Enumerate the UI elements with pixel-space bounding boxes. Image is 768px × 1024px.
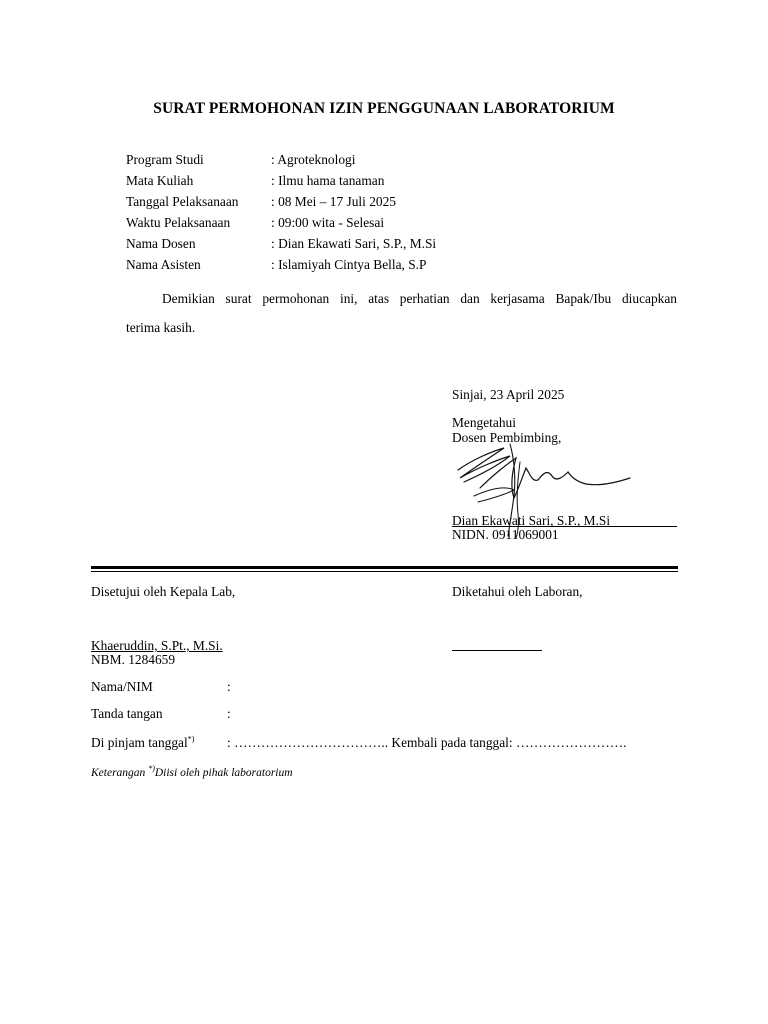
pinjam-label-text: Di pinjam tanggal	[91, 735, 188, 750]
footnote-label: Keterangan	[91, 767, 149, 779]
closing-paragraph-line2: terima kasih.	[126, 320, 196, 335]
info-row-tanggal	[126, 194, 436, 215]
head-lab-name: Khaeruddin, S.Pt., M.Si.	[91, 638, 223, 653]
info-value: : Dian Ekawati Sari, S.P., M.Si	[271, 236, 437, 251]
nama-nim-label: Nama/NIM	[91, 679, 153, 694]
head-lab-label: Disetujui oleh Kepala Lab,	[91, 584, 236, 599]
nama-nim-colon: :	[227, 679, 231, 694]
place-date: Sinjai, 23 April 2025	[452, 387, 565, 402]
tanda-tangan-label: Tanda tangan	[91, 706, 163, 721]
pinjam-label	[91, 735, 194, 751]
info-value: : Islamiyah Cintya Bella, S.P	[271, 257, 427, 272]
footnote-mark: *)	[148, 764, 155, 774]
info-row-program-studi	[126, 152, 436, 173]
info-value: : 09:00 wita - Selesai	[271, 215, 385, 230]
info-label: Waktu Pelaksanaan	[126, 215, 231, 230]
pinjam-kembali-value: : …………………………….. Kembali pada tanggal: …………………….	[227, 735, 627, 750]
head-lab-nbm: NBM. 1284659	[91, 652, 176, 667]
advisor-name: Dian Ekawati Sari, S.P., M.Si	[452, 513, 611, 528]
pinjam-footnote-mark: *)	[187, 734, 195, 744]
info-label: Mata Kuliah	[126, 173, 194, 188]
info-row-asisten	[126, 257, 436, 278]
info-label: Nama Asisten	[126, 257, 201, 272]
info-label: Program Studi	[126, 152, 204, 167]
document-title: SURAT PERMOHONAN IZIN PENGGUNAAN LABORATORIUM	[153, 100, 615, 117]
info-value: : Agroteknologi	[271, 152, 356, 167]
info-label: Nama Dosen	[126, 236, 196, 251]
footnote-text: Diisi oleh pihak laboratorium	[154, 767, 293, 779]
info-row-dosen	[126, 236, 436, 257]
laboran-signature-line	[452, 650, 542, 651]
knowing-label: Mengetahui	[452, 415, 516, 430]
info-row-mata-kuliah	[126, 173, 436, 194]
closing-paragraph-line1: Demikian surat permohonan ini, atas perhatian dan kerjasama Bapak/Ibu diucapkan	[162, 291, 677, 306]
tanda-tangan-colon: :	[227, 706, 231, 721]
info-table	[126, 152, 436, 278]
advisor-role: Dosen Pembimbing,	[452, 430, 562, 445]
info-value: : Ilmu hama tanaman	[271, 173, 385, 188]
footnote	[91, 764, 293, 779]
info-label: Tanggal Pelaksanaan	[126, 194, 239, 209]
info-row-waktu	[126, 215, 436, 236]
section-divider-thick	[91, 566, 678, 569]
laboran-label: Diketahui oleh Laboran,	[452, 584, 583, 599]
advisor-nidn: NIDN. 0911069001	[452, 527, 559, 542]
info-value: : 08 Mei – 17 Juli 2025	[271, 194, 396, 209]
section-divider-thin	[91, 571, 678, 572]
